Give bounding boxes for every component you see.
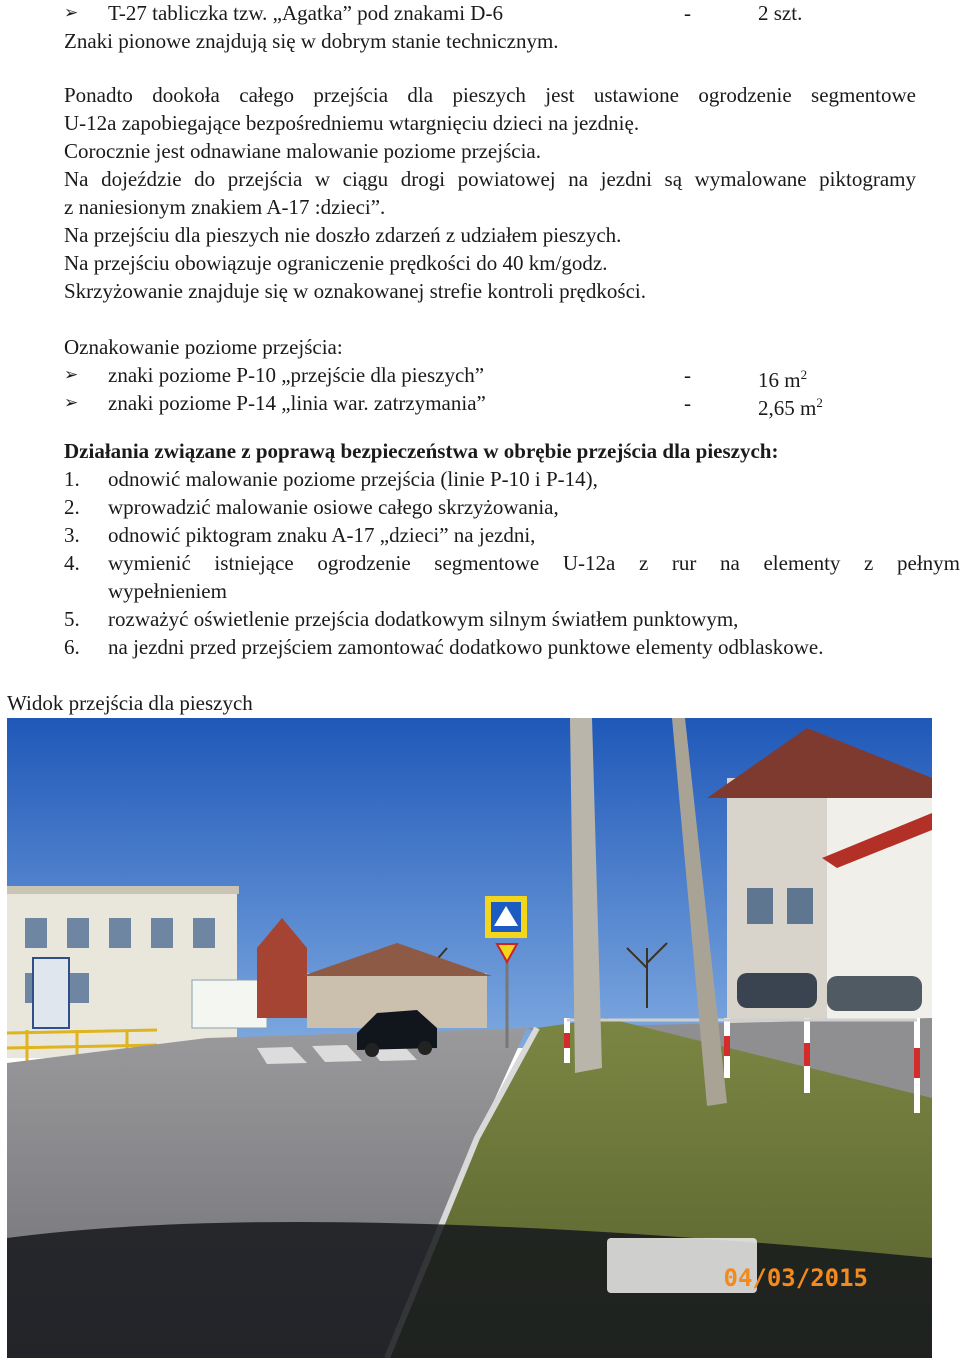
action-item: odnowić piktogram znaku A-17 „dzieci” na jezdni,	[108, 523, 536, 547]
paragraph-line: z naniesionym znakiem A-17 :dzieci”.	[64, 195, 386, 219]
shop-billboard	[33, 958, 69, 1028]
sign-item-label: T-27 tabliczka tzw. „Agatka” pod znakami D-6	[108, 1, 503, 25]
marking-item-label: znaki poziome P-10 „przejście dla pieszych”	[108, 363, 485, 387]
marking-item-dash: -	[684, 363, 691, 387]
list-number: 1.	[64, 467, 80, 491]
action-item: rozważyć oświetlenie przejścia dodatkowym silnym światłem punktowym,	[108, 607, 739, 631]
sign-item-dash: -	[684, 1, 691, 25]
action-item: odnowić malowanie poziome przejścia (linie P-10 i P-14),	[108, 467, 598, 491]
list-number: 4.	[64, 551, 80, 575]
list-number: 3.	[64, 523, 80, 547]
section-heading-actions: Działania związane z poprawą bezpieczeństwa w obrębie przejścia dla pieszych:	[64, 439, 779, 463]
paragraph-signs-condition: Znaki pionowe znajdują się w dobrym stanie technicznym.	[64, 29, 559, 53]
bullet-marker: ➢	[64, 393, 79, 413]
bullet-marker: ➢	[64, 3, 79, 23]
paragraph-line: Na przejściu obowiązuje ograniczenie prędkości do 40 km/godz.	[64, 251, 608, 275]
sign-item-amount: 2 szt.	[758, 1, 803, 25]
paragraph-line: Corocznie jest odnawiane malowanie poziome przejścia.	[64, 139, 541, 163]
photo-caption: Widok przejścia dla pieszych	[7, 691, 253, 715]
paragraph-line: Skrzyżowanie znajduje się w oznakowanej strefie kontroli prędkości.	[64, 279, 646, 303]
section-heading-marking: Oznakowanie poziome przejścia:	[64, 335, 343, 359]
info-board	[192, 980, 267, 1028]
marking-item-amount: 16 $m^2$	[758, 367, 808, 392]
crosswalk-photo	[7, 718, 932, 1358]
action-item: wprowadzić malowanie osiowe całego skrzyżowania,	[108, 495, 559, 519]
crosswalk-photo-illustration	[7, 718, 932, 1358]
paragraph-line: Na dojeździe do przejścia w ciągu drogi powiatowej na jezdni są wymalowane piktogramy	[64, 167, 916, 191]
action-item-continuation: wypełnieniem	[108, 579, 227, 603]
paragraph-line: U-12a zapobiegające bezpośredniemu wtargnięciu dzieci na jezdnię.	[64, 111, 640, 135]
action-item: wymienić istniejące ogrodzenie segmentowe U-12a z rur na elementy z pełnym	[108, 551, 960, 575]
marking-item-dash: -	[684, 391, 691, 415]
photo-date-stamp: 04/03/2015	[723, 1264, 868, 1292]
list-number: 5.	[64, 607, 80, 631]
marking-item-label: znaki poziome P-14 „linia war. zatrzymania”	[108, 391, 486, 415]
list-number: 6.	[64, 635, 80, 659]
marking-item-amount: 2,65 $m^2$	[758, 395, 823, 420]
paragraph-line: Na przejściu dla pieszych nie doszło zdarzeń z udziałem pieszych.	[64, 223, 622, 247]
action-item: na jezdni przed przejściem zamontować dodatkowo punktowe elementy odblaskowe.	[108, 635, 824, 659]
list-number: 2.	[64, 495, 80, 519]
building-roof-edge	[7, 886, 239, 894]
bullet-marker: ➢	[64, 365, 79, 385]
paragraph-line: Ponadto dookoła całego przejścia dla pieszych jest ustawione ogrodzenie segmentowe	[64, 83, 916, 107]
